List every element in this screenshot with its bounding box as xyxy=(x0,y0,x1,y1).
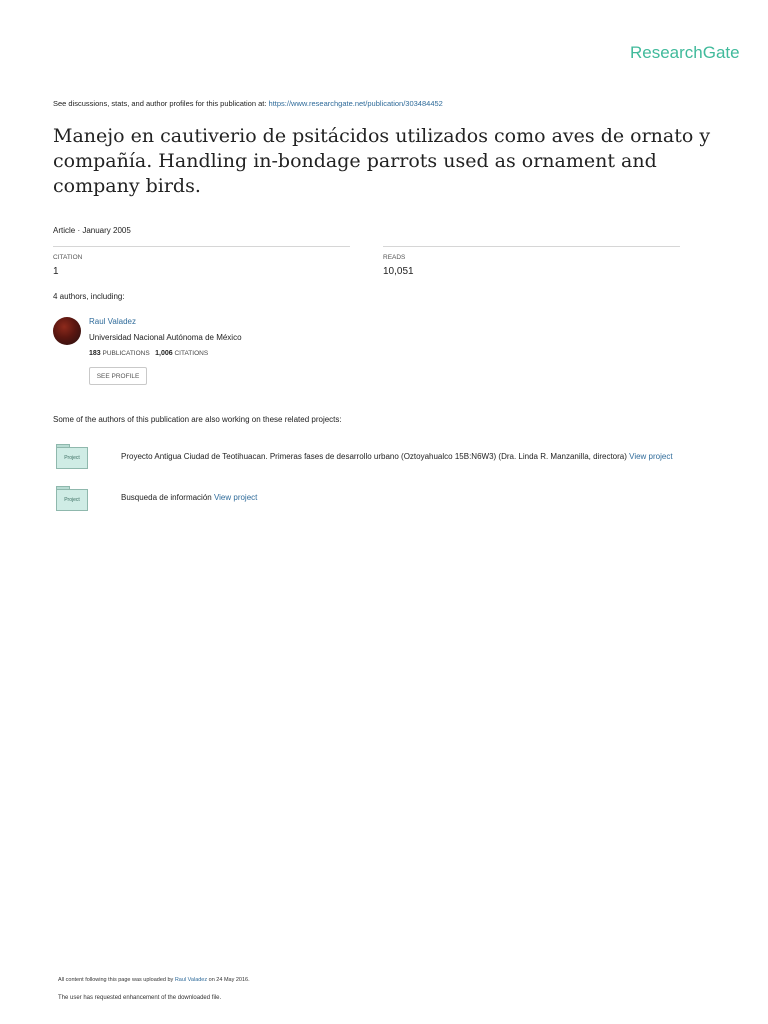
reads-label: READS xyxy=(383,254,406,261)
author-avatar[interactable] xyxy=(53,317,81,345)
project-description: Proyecto Antigua Ciudad de Teotihuacan. Primeras fases de desarrollo urbano (Oztoyahualco 15B:N6W3) (Dra. Linda R. Manzanilla, directora) xyxy=(121,452,630,461)
see-discussions-text: See discussions, stats, and author profiles for this publication at: xyxy=(53,99,269,108)
author-name-link[interactable]: Raul Valadez xyxy=(89,317,136,326)
stats-divider-left xyxy=(53,246,350,247)
upload-note-suffix: on 24 May 2016. xyxy=(207,977,250,983)
project-description: Busqueda de información xyxy=(121,493,214,502)
enhancement-note: The user has requested enhancement of the downloaded file. xyxy=(58,995,222,1001)
citation-label: CITATION xyxy=(53,254,83,261)
see-profile-button[interactable]: SEE PROFILE xyxy=(89,367,147,385)
author-stats xyxy=(89,350,208,357)
project-folder-icon xyxy=(56,486,88,510)
publication-meta: Article · January 2005 xyxy=(53,226,131,235)
view-project-link[interactable]: View project xyxy=(213,493,258,502)
author-publications-label: PUBLICATIONS xyxy=(102,350,150,357)
project-item xyxy=(121,493,257,502)
publication-url-link[interactable]: https://www.researchgate.net/publication/303484452 xyxy=(268,99,443,108)
stats-divider-right xyxy=(383,246,680,247)
authors-heading: 4 authors, including: xyxy=(53,292,125,301)
project-folder-icon xyxy=(56,444,88,468)
project-icon-label: Project xyxy=(56,489,88,511)
see-discussions-line xyxy=(53,99,443,108)
project-icon-label: Project xyxy=(56,447,88,469)
author-citations-count: 1,006 xyxy=(155,350,173,357)
researchgate-logo[interactable]: ResearchGate xyxy=(630,43,740,62)
uploader-link[interactable]: Raul Valadez xyxy=(174,977,208,983)
view-project-link[interactable]: View project xyxy=(629,452,673,461)
author-institution: Universidad Nacional Autónoma de México xyxy=(89,333,242,342)
citation-value: 1 xyxy=(53,266,59,277)
reads-value: 10,051 xyxy=(383,266,414,277)
related-projects-heading: Some of the authors of this publication are also working on these related projects: xyxy=(53,415,342,424)
author-citations-label: CITATIONS xyxy=(174,350,209,357)
publication-title: Manejo en cautiverio de psitácidos utilizados como aves de ornato y compañía. Handling in-bondage parrots used as ornament and company birds. xyxy=(53,125,711,197)
project-item xyxy=(121,452,673,461)
author-publications-count: 183 xyxy=(89,350,101,357)
upload-note-prefix: All content following this page was uploaded by xyxy=(58,977,175,983)
upload-note xyxy=(58,977,250,983)
